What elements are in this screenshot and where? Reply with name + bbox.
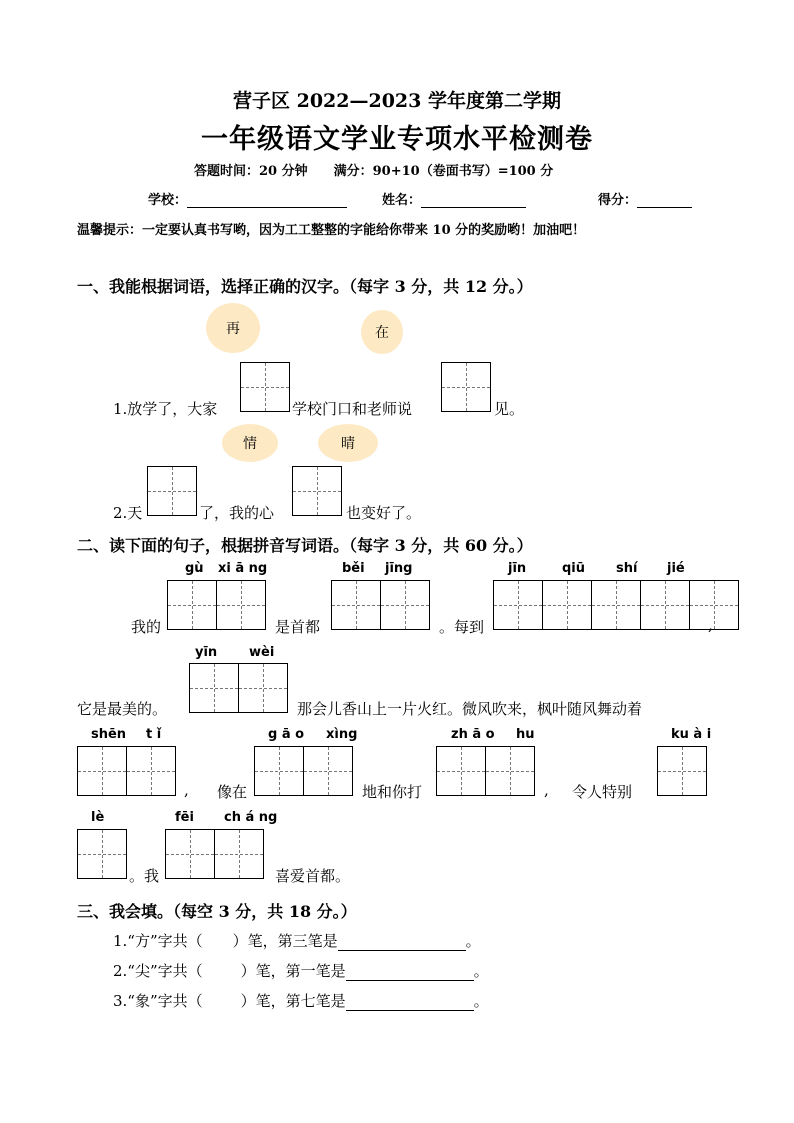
writing-cell[interactable] xyxy=(214,829,264,879)
option-bubble-qing-sunny[interactable]: 晴 xyxy=(318,424,378,462)
q2-grid-2 xyxy=(292,466,341,516)
writing-cell[interactable] xyxy=(436,746,486,796)
writing-cell[interactable] xyxy=(689,580,739,630)
writing-cell[interactable] xyxy=(165,829,215,879)
q1-text-b: 学校门口和老师说 xyxy=(292,400,413,418)
q1-text-a: 1.放学了，大家 xyxy=(113,400,218,418)
writing-cell[interactable] xyxy=(254,746,304,796)
pinyin-shi: shí xyxy=(616,561,638,576)
row2-text-b: 那会儿香山上一片火红。微风吹来，枫叶随风舞动着 xyxy=(297,700,643,718)
name-field xyxy=(382,189,526,208)
pinyin-fei: fēi xyxy=(175,810,194,825)
writing-cell[interactable] xyxy=(77,829,127,879)
pinyin-jing: jīng xyxy=(385,561,413,576)
pinyin-gu: gù xyxy=(185,561,204,576)
q1-text-c: 见。 xyxy=(494,400,525,418)
writing-cell[interactable] xyxy=(657,746,707,796)
row3-text-d: , xyxy=(544,781,549,799)
writing-cell[interactable] xyxy=(331,580,381,630)
grid-gaoxing xyxy=(254,746,352,796)
fill-item-3-a: 3.“象”字共（ xyxy=(113,992,203,1010)
fill-item-1 xyxy=(113,930,481,951)
exam-title-line1: 营子区 2022—2023 学年度第二学期 xyxy=(233,90,561,112)
writing-cell[interactable] xyxy=(292,466,342,516)
pinyin-bei: běi xyxy=(342,561,365,576)
pinyin-kuai: ku à i xyxy=(671,727,712,742)
writing-cell[interactable] xyxy=(167,580,217,630)
fill-item-1-a: 1.“方”字共（ xyxy=(113,932,203,950)
writing-cell[interactable] xyxy=(591,580,641,630)
writing-cell[interactable] xyxy=(126,746,176,796)
score-label: 得分： xyxy=(598,193,638,208)
pinyin-shen: shēn xyxy=(91,727,127,742)
writing-cell[interactable] xyxy=(493,580,543,630)
grid-yinwei xyxy=(189,663,287,713)
writing-cell[interactable] xyxy=(77,746,127,796)
pinyin-le: lè xyxy=(91,810,105,825)
fill-item-2 xyxy=(113,960,489,981)
section3-heading: 三、我会填。（每空 3 分，共 18 分。） xyxy=(77,902,357,921)
row3-text-e: 令人特别 xyxy=(572,783,633,801)
pinyin-gao: g ā o xyxy=(268,727,305,742)
pinyin-xing: xìng xyxy=(326,727,358,742)
fill-item-2-c: 。 xyxy=(473,962,489,980)
row4-text-a: 。我 xyxy=(129,867,160,885)
row3-text-c: 地和你打 xyxy=(362,783,423,801)
exam-full-score: 满分：90+10（卷面书写）=100 分 xyxy=(333,164,554,179)
pinyin-jie: jié xyxy=(667,561,685,576)
name-input-line[interactable] xyxy=(421,193,526,208)
writing-cell[interactable] xyxy=(147,466,197,516)
pinyin-zhao: zh ā o xyxy=(451,727,495,742)
fill-item-1-b: ）笔，第三笔是 xyxy=(232,932,338,950)
option-bubble-zai-at[interactable]: 在 xyxy=(361,310,403,354)
school-label: 学校： xyxy=(148,193,188,208)
tip-text: 温馨提示：一定要认真书写哟，因为工工整整的字能给你带来 10 分的奖励哟！加油吧！ xyxy=(77,223,586,238)
pinyin-qiu: qiū xyxy=(562,561,586,576)
grid-feichang xyxy=(165,829,263,879)
option-bubble-zai-again[interactable]: 再 xyxy=(206,303,260,353)
writing-cell[interactable] xyxy=(303,746,353,796)
writing-cell[interactable] xyxy=(441,362,491,412)
q2-text-c: 也变好了。 xyxy=(346,504,422,522)
fill-item-3 xyxy=(113,990,489,1011)
pinyin-chang: ch á ng xyxy=(224,810,278,825)
grid-beijing xyxy=(331,580,429,630)
row3-text-a: , xyxy=(184,781,189,799)
score-input-line[interactable] xyxy=(637,193,692,208)
fill-item-3-b: ）笔，第七笔是 xyxy=(240,992,346,1010)
writing-cell[interactable] xyxy=(238,663,288,713)
pinyin-ti: t ǐ xyxy=(146,727,162,742)
fill-blank-stroke-2[interactable] xyxy=(346,966,474,981)
pinyin-hu: hu xyxy=(516,727,535,742)
option-bubble-qing-feeling[interactable]: 情 xyxy=(222,424,278,462)
row1-text-c: 。每到 xyxy=(439,618,485,636)
grid-guxiang xyxy=(167,580,265,630)
writing-cell[interactable] xyxy=(189,663,239,713)
row1-text-b: 是首都 xyxy=(275,618,321,636)
q1-grid-2 xyxy=(441,362,490,412)
grid-le xyxy=(77,829,126,879)
writing-cell[interactable] xyxy=(216,580,266,630)
row3-text-b: 像在 xyxy=(217,783,248,801)
grid-shenti xyxy=(77,746,175,796)
writing-cell[interactable] xyxy=(485,746,535,796)
writing-cell[interactable] xyxy=(380,580,430,630)
exam-time: 答题时间：20 分钟 xyxy=(194,164,308,179)
pinyin-jin: jīn xyxy=(508,561,527,576)
exam-info xyxy=(194,160,553,179)
fill-item-2-a: 2.“尖”字共（ xyxy=(113,962,203,980)
writing-cell[interactable] xyxy=(240,362,290,412)
fill-item-3-c: 。 xyxy=(473,992,489,1010)
row1-text-d: , xyxy=(708,616,713,634)
grid-zhaohu xyxy=(436,746,534,796)
grid-jinqiushijie xyxy=(493,580,738,630)
fill-item-2-b: ）笔，第一笔是 xyxy=(240,962,346,980)
school-field xyxy=(148,189,347,208)
fill-item-1-c: 。 xyxy=(465,932,481,950)
pinyin-xiang: xi ā ng xyxy=(218,561,268,576)
q1-grid-1 xyxy=(240,362,289,412)
q2-text-a: 2.天 xyxy=(113,504,143,522)
row1-text-a: 我的 xyxy=(131,618,162,636)
pinyin-yin: yīn xyxy=(195,645,218,660)
score-field xyxy=(598,189,692,208)
writing-cell[interactable] xyxy=(640,580,690,630)
exam-title-line2: 一年级语文学业专项水平检测卷 xyxy=(201,124,593,155)
q2-grid-1 xyxy=(147,466,196,516)
fill-blank-stroke-3[interactable] xyxy=(346,996,474,1011)
grid-kuai xyxy=(657,746,706,796)
q2-text-b: 了，我的心 xyxy=(199,504,275,522)
section1-heading: 一、我能根据词语，选择正确的汉字。（每字 3 分，共 12 分。） xyxy=(77,277,533,296)
fill-blank-stroke-1[interactable] xyxy=(338,936,466,951)
writing-cell[interactable] xyxy=(542,580,592,630)
section2-heading: 二、读下面的句子，根据拼音写词语。（每字 3 分，共 60 分。） xyxy=(77,536,533,555)
school-input-line[interactable] xyxy=(187,193,347,208)
name-label: 姓名： xyxy=(382,193,422,208)
row2-text-a: 它是最美的。 xyxy=(77,700,168,718)
pinyin-wei: wèi xyxy=(249,645,275,660)
row4-text-b: 喜爱首都。 xyxy=(275,867,351,885)
